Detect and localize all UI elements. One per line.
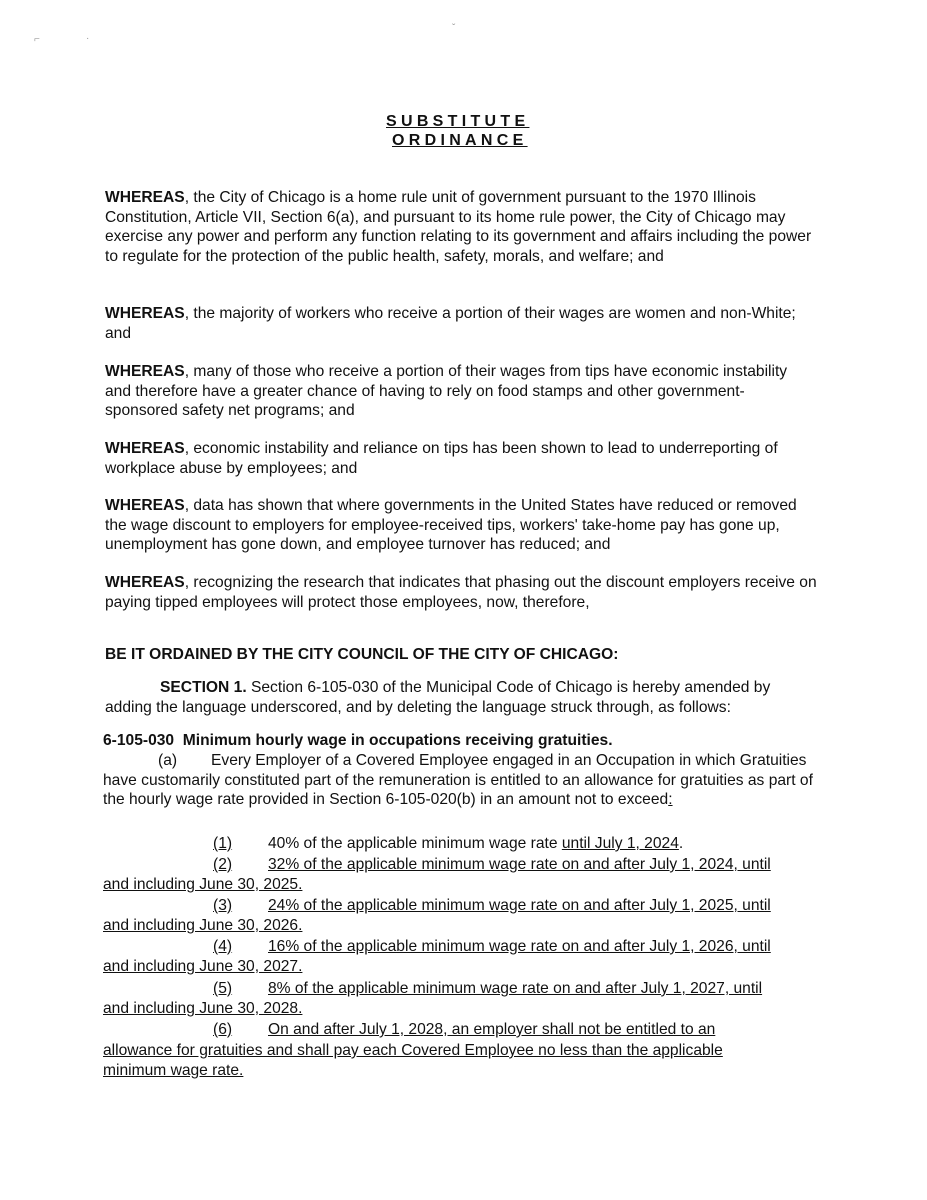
item-number: (3) — [213, 897, 233, 914]
list-item — [213, 979, 762, 998]
whereas-clause — [105, 496, 817, 555]
whereas-clause — [105, 439, 817, 478]
item-number: (4) — [213, 938, 233, 955]
scan-mark-icon: · — [86, 33, 90, 44]
list-item — [213, 834, 683, 853]
whereas-label: WHEREAS — [105, 440, 185, 457]
list-item — [213, 1020, 715, 1039]
item-continuation: and including June 30, 2026. — [103, 917, 303, 934]
paragraph-a-label: (a) — [158, 752, 178, 769]
title-line-1: SUBSTITUTE — [386, 113, 530, 130]
item-number: (5) — [213, 980, 233, 997]
list-item — [213, 896, 771, 915]
item-underlined-text: until July 1, 2024 — [561, 835, 679, 852]
document-title — [386, 112, 546, 150]
paragraph-a — [103, 751, 815, 810]
item-text: 40% of the applicable minimum wage rate — [268, 835, 562, 852]
whereas-text: , many of those who receive a portion of their wages from tips have economic instability and therefore have a greater chance of having to rely on food stamps and other government-sponsored safety net programs; and — [105, 363, 788, 420]
whereas-clause — [105, 573, 817, 612]
section-1-text: Section 6-105-030 of the Municipal Code of Chicago is hereby amended by adding the language underscored, and by deleting the language struck through, as follows: — [105, 679, 771, 716]
item-underlined-text: 32% of the applicable minimum wage rate on and after July 1, 2024, until — [268, 856, 771, 873]
item-underlined-text: On and after July 1, 2028, an employer shall not be entitled to an — [268, 1021, 716, 1038]
list-item — [213, 855, 771, 874]
item-underlined-text: 16% of the applicable minimum wage rate on and after July 1, 2026, until — [268, 938, 771, 955]
item-number: (6) — [213, 1021, 233, 1038]
whereas-label: WHEREAS — [105, 189, 185, 206]
whereas-clause — [105, 188, 817, 266]
list-item — [213, 937, 771, 956]
whereas-label: WHEREAS — [105, 305, 185, 322]
scan-mark-icon: ˇ — [452, 23, 456, 34]
section-1 — [105, 678, 817, 717]
paragraph-a-text: Every Employer of a Covered Employee engaged in an Occupation in which Gratuities have customarily constituted part of the remuneration is entitled to an allowance for gratuities as part of the hourly wage rate provided in Section 6-105-020(b) in an amount not to exceed — [103, 752, 813, 809]
item-underlined-text: 24% of the applicable minimum wage rate on and after July 1, 2025, until — [268, 897, 771, 914]
item-number: (2) — [213, 856, 233, 873]
whereas-text: , the City of Chicago is a home rule unit of government pursuant to the 1970 Illinois Constitution, Article VII, Section 6(a), and pursuant to its home rule power, the City of Chicago may exercise any power and perform any function relating to its government and affairs including the power to regulate for the protection of the public health, safety, morals, and welfare; and — [105, 189, 812, 265]
item-continuation: and including June 30, 2027. — [103, 958, 303, 975]
item-continuation: and including June 30, 2025. — [103, 876, 303, 893]
paragraph-a-colon: : — [668, 791, 673, 809]
whereas-text: , recognizing the research that indicates that phasing out the discount employers receive on paying tipped employees will protect those employees, now, therefore, — [105, 574, 817, 611]
item-end: . — [678, 835, 684, 852]
item-number: (1) — [213, 835, 233, 852]
whereas-clause — [105, 362, 817, 421]
ordained-heading: BE IT ORDAINED BY THE CITY COUNCIL OF THE CITY OF CHICAGO: — [105, 646, 619, 663]
code-section-number: 6-105-030 — [103, 732, 175, 749]
whereas-text: , data has shown that where governments in the United States have reduced or removed the wage discount to employers for employee-received tips, workers' take-home pay has gone up, unemployment has gone down, and employee turnover has reduced; and — [105, 497, 797, 554]
whereas-label: WHEREAS — [105, 497, 185, 514]
item-continuation: allowance for gratuities and shall pay each Covered Employee no less than the applicable — [103, 1042, 723, 1059]
whereas-text: , the majority of workers who receive a portion of their wages are women and non-White; and — [105, 305, 796, 342]
whereas-label: WHEREAS — [105, 574, 185, 591]
item-continuation: minimum wage rate. — [103, 1062, 244, 1079]
title-line-2: ORDINANCE — [392, 132, 528, 149]
code-section-heading — [103, 731, 613, 750]
whereas-text: , economic instability and reliance on tips has been shown to lead to underreporting of workplace abuse by employees; and — [105, 440, 778, 477]
item-underlined-text: 8% of the applicable minimum wage rate on and after July 1, 2027, until — [268, 980, 763, 997]
whereas-label: WHEREAS — [105, 363, 185, 380]
scan-mark-icon: ⌐ — [34, 34, 40, 45]
item-continuation: and including June 30, 2028. — [103, 1000, 303, 1017]
section-1-label: SECTION 1. — [160, 679, 247, 696]
whereas-clause — [105, 304, 817, 343]
code-section-title: Minimum hourly wage in occupations receiving gratuities. — [182, 732, 613, 749]
